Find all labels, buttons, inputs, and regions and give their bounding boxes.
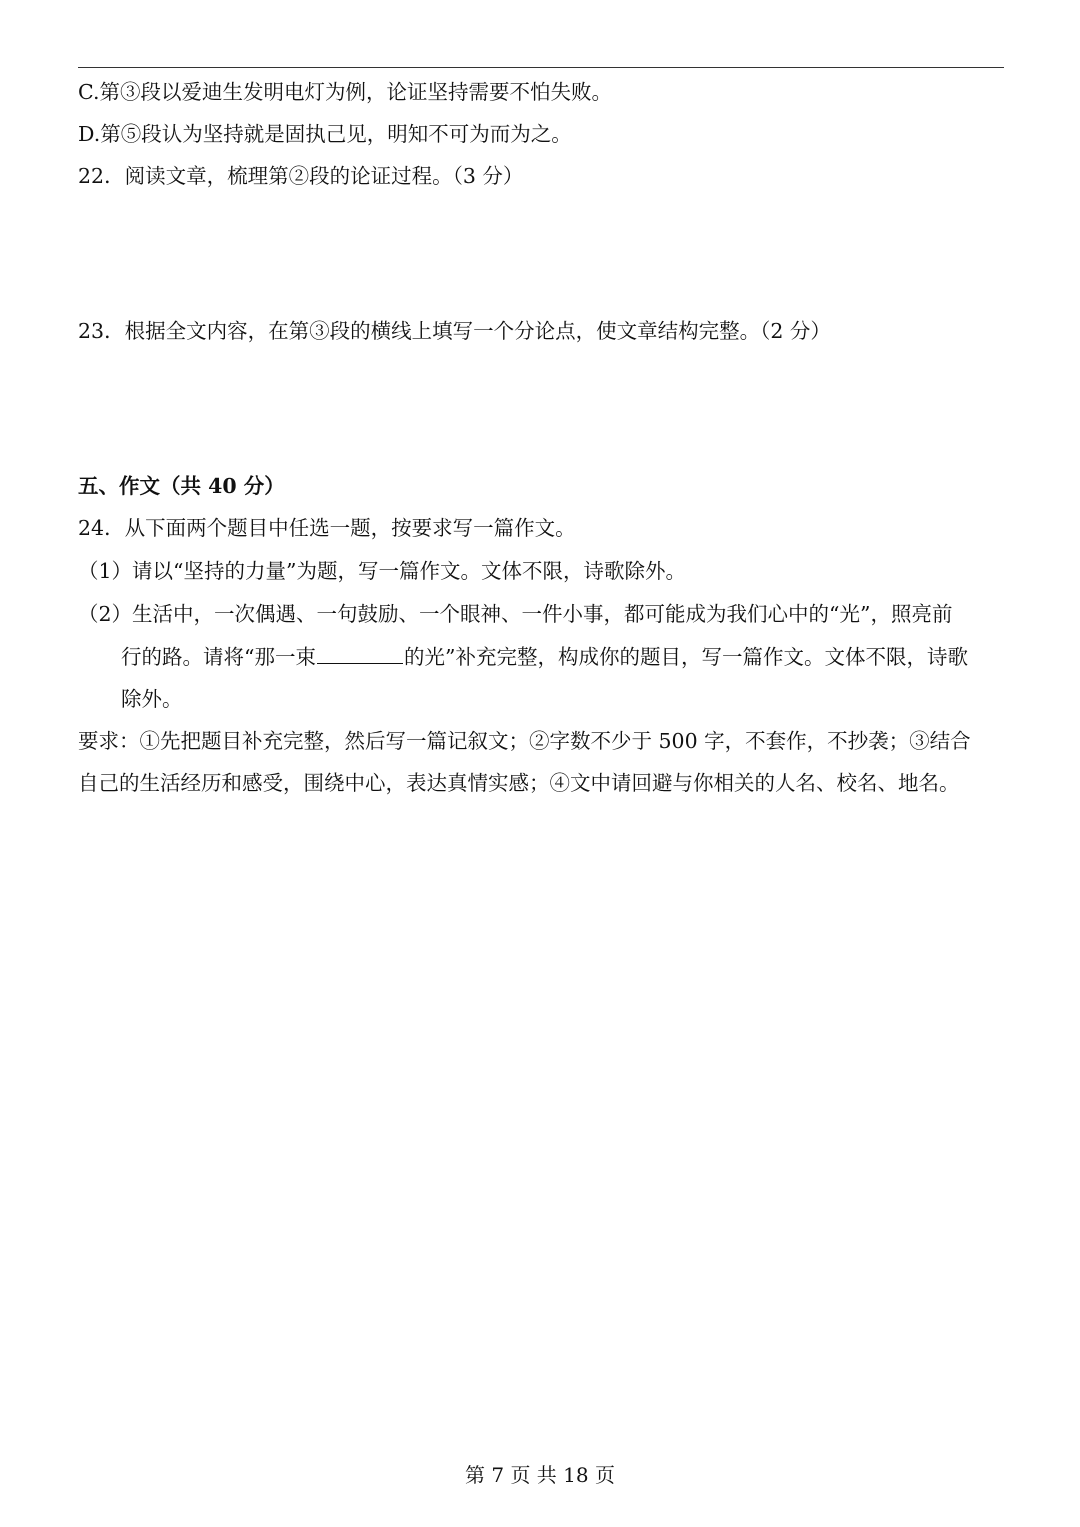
option-d: D.第⑤段认为坚持就是固执己见，明知不可为而为之。 — [78, 122, 572, 146]
question-22: 22．阅读文章，梳理第②段的论证过程。（3 分） — [78, 164, 524, 188]
question-23: 23．根据全文内容，在第③段的横线上填写一个分论点，使文章结构完整。（2 分） — [78, 319, 831, 343]
header-rule — [78, 67, 1004, 68]
option-c: C.第③段以爱迪生发明电灯为例，论证坚持需要不怕失败。 — [78, 80, 612, 104]
title-blank-line — [317, 643, 403, 664]
requirements-line1: 要求：①先把题目补充完整，然后写一篇记叙文；②字数不少于 500 字，不套作，不抄袭；③结合 — [78, 729, 971, 753]
section-heading-composition: 五、作文（共 40 分） — [78, 474, 285, 498]
topic-option-2-line2-before: 行的路。请将“那一束 — [121, 645, 316, 669]
topic-option-2-line1: （2）生活中，一次偶遇、一句鼓励、一个眼神、一件小事，都可能成为我们心中的“光”，照亮前 — [78, 602, 953, 626]
topic-option-1: （1）请以“坚持的力量”为题，写一篇作文。文体不限，诗歌除外。 — [78, 559, 687, 583]
topic-option-2-line2 — [121, 643, 968, 671]
page-number-footer: 第 7 页 共 18 页 — [465, 1463, 615, 1487]
question-24-intro: 24．从下面两个题目中任选一题，按要求写一篇作文。 — [78, 516, 576, 540]
topic-option-2-line2-after: 的光”补充完整，构成你的题目，写一篇作文。文体不限，诗歌 — [403, 645, 968, 669]
topic-option-2-line3: 除外。 — [121, 687, 183, 711]
requirements-line2: 自己的生活经历和感受，围绕中心，表达真情实感；④文中请回避与你相关的人名、校名、地名。 — [78, 771, 960, 795]
